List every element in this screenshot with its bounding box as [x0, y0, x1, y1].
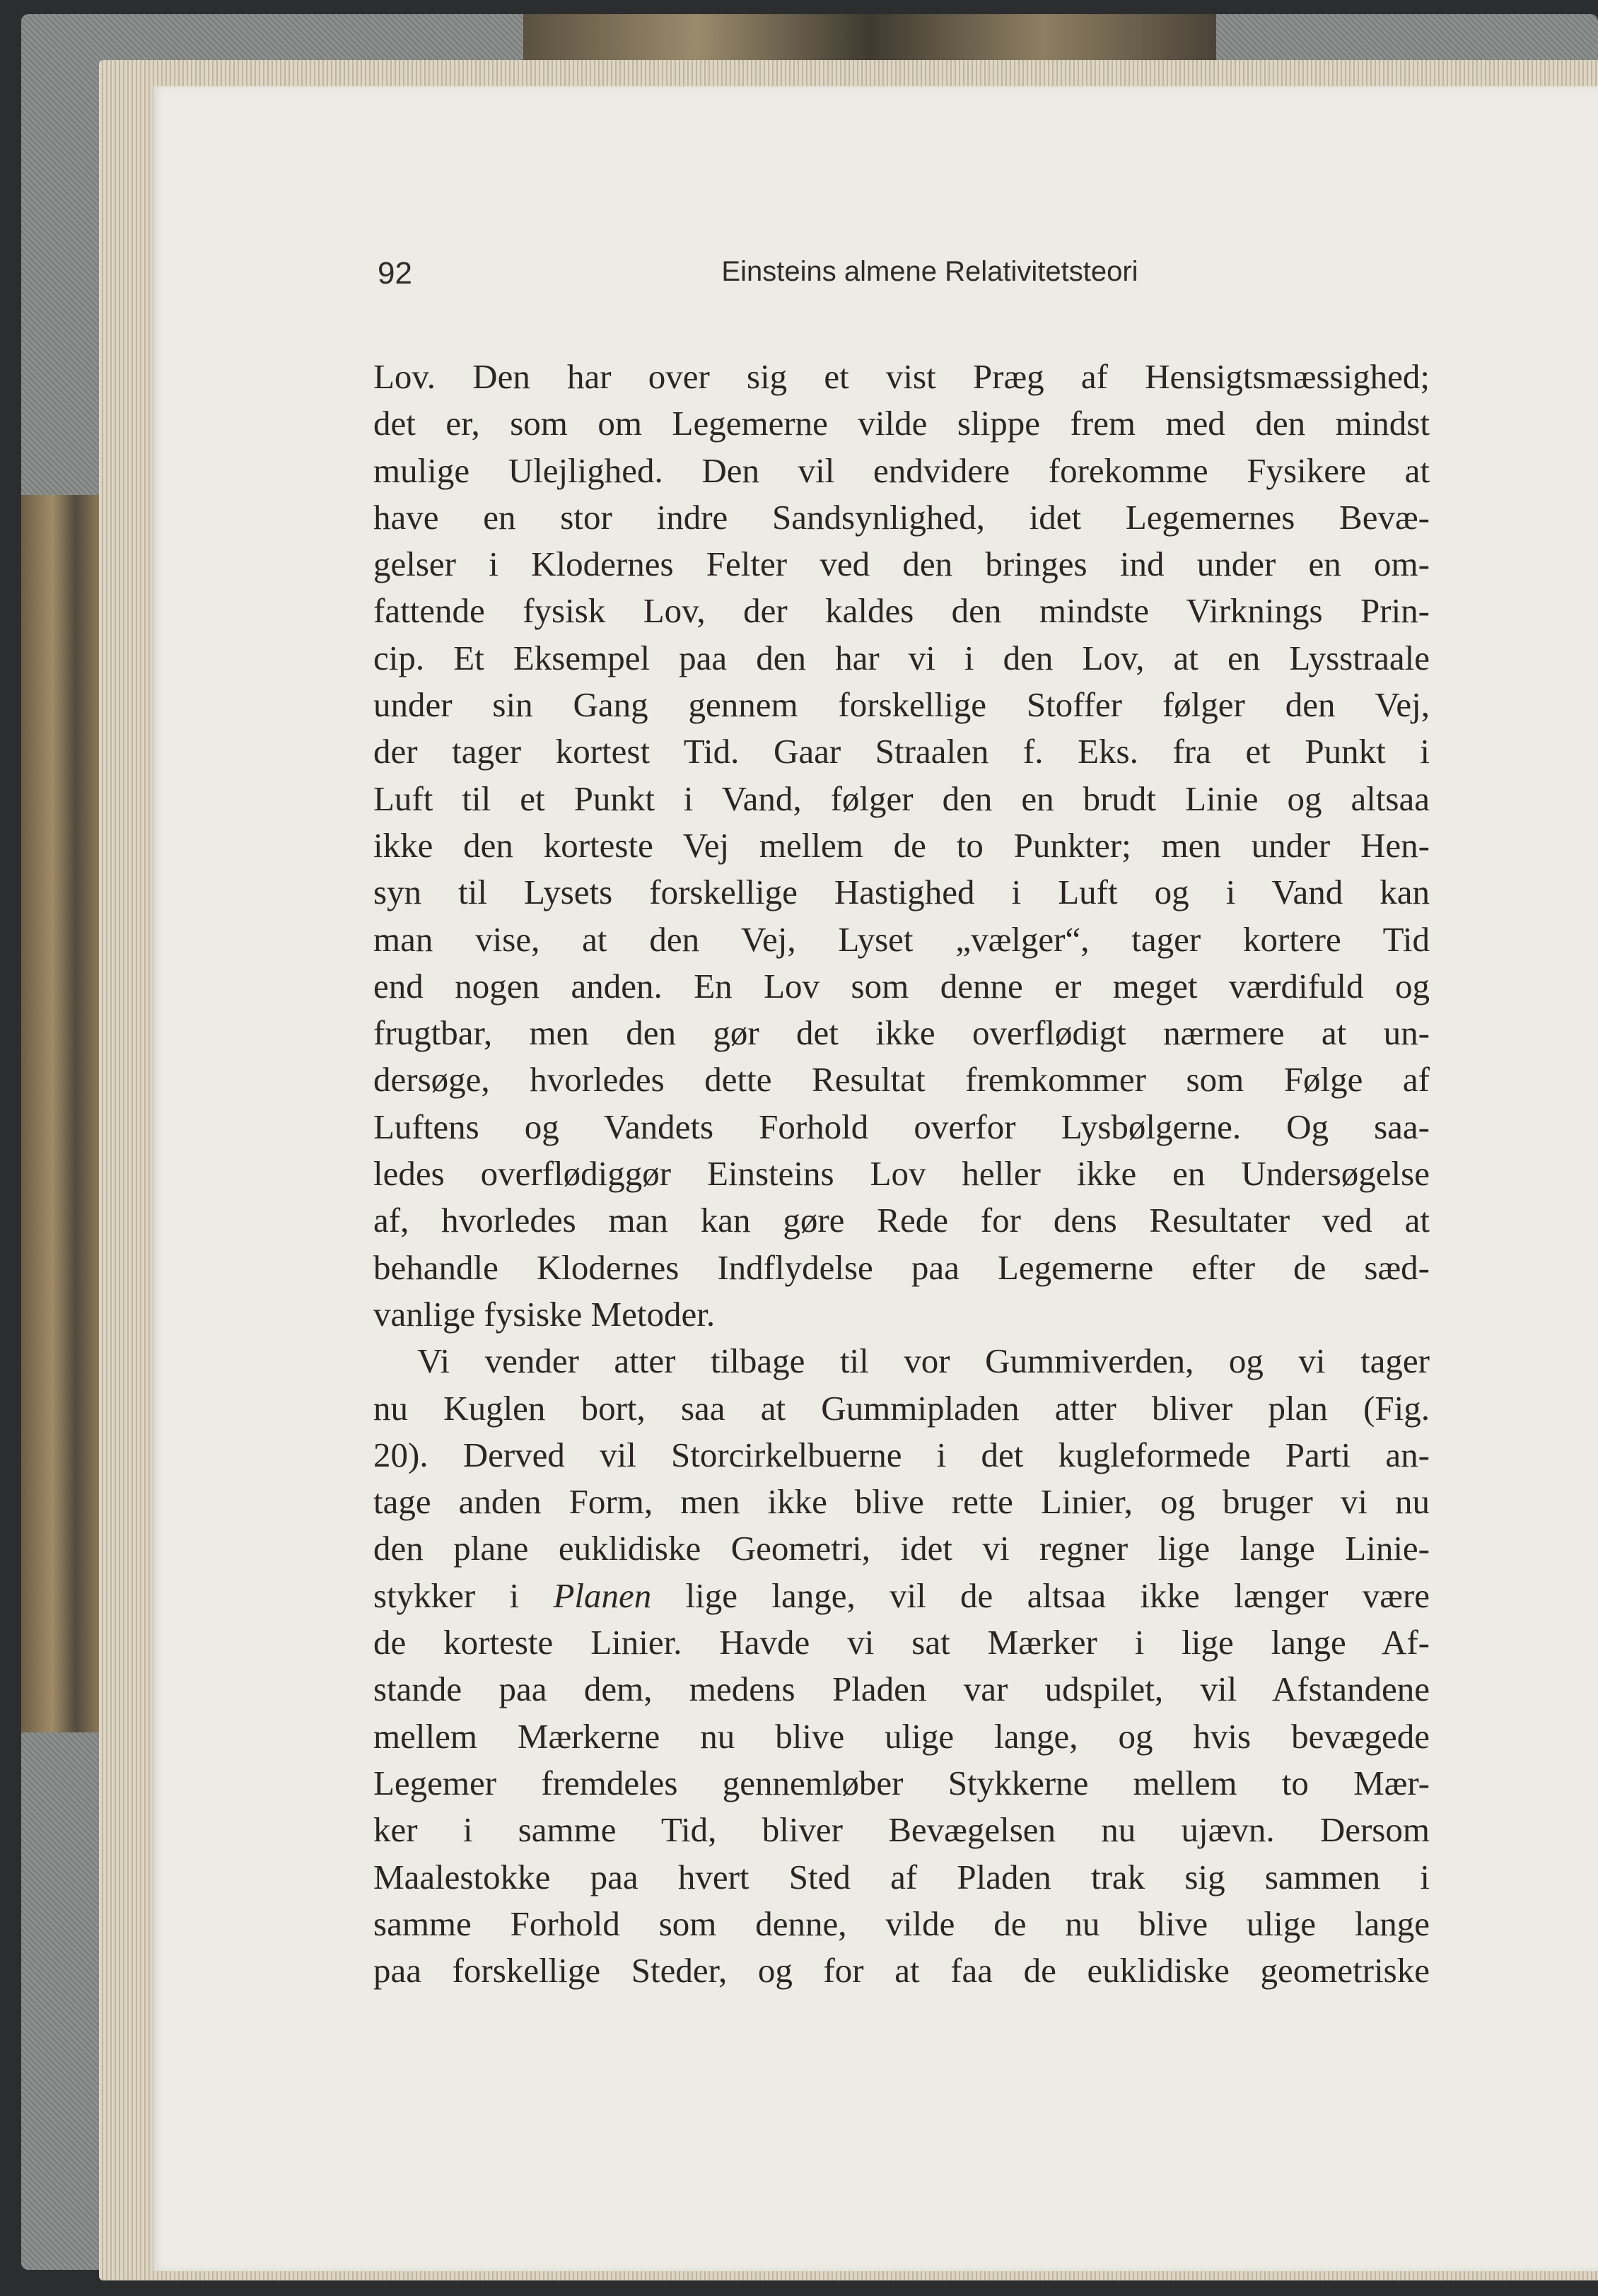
line-text: Lov. Den har over sig et vist Præg af Hensigtsmæssighed;: [373, 357, 1430, 396]
text-line: [373, 776, 1430, 822]
text-line: [373, 1056, 1430, 1103]
line-text: stande paa dem, medens Pladen var udspilet, vil Afstandene: [373, 1669, 1430, 1709]
text-line: [373, 728, 1430, 775]
line-text: under sin Gang gennem forskellige Stoffer følger den Vej,: [373, 685, 1430, 725]
line-text: paa forskellige Steder, og for at faa de euklidiske geometriske: [373, 1951, 1430, 1991]
text-line: [373, 1760, 1430, 1807]
line-text: nu Kuglen bort, saa at Gummipladen atter bliver plan (Fig.: [373, 1388, 1430, 1428]
text-line: [373, 1525, 1430, 1572]
line-text: ledes overflødiggør Einsteins Lov heller ikke en Undersøgelse: [373, 1154, 1430, 1194]
text-line: [373, 1338, 1430, 1385]
text-line: [373, 1901, 1430, 1947]
line-text: vanlige fysiske Metoder.: [373, 1294, 716, 1334]
text-line: [373, 1854, 1430, 1901]
line-text: af, hvorledes man kan gøre Rede for dens Resultater ved at: [373, 1201, 1430, 1240]
line-text: lige lange, vil de altsaa ikke længer være: [651, 1575, 1430, 1615]
line-text: samme Forhold som denne, vilde de nu blive ulige lange: [373, 1904, 1430, 1943]
text-line: [373, 916, 1430, 963]
line-text: have en stor indre Sandsynlighed, idet Legemernes Bevæ-: [373, 497, 1430, 537]
page-number: 92: [378, 256, 412, 291]
text-line: [373, 1245, 1430, 1291]
text-line: [373, 1947, 1430, 1994]
text-line: [373, 541, 1430, 588]
line-text: cip. Et Eksempel paa den har vi i den Lov, at en Lysstraale: [373, 638, 1430, 677]
line-text: gelser i Klodernes Felter ved den bringes ind under en om-: [373, 544, 1430, 584]
text-line: [373, 1807, 1430, 1853]
text-line: [373, 1479, 1430, 1525]
body-text: [373, 354, 1430, 1994]
line-segments: [373, 1576, 1430, 1615]
line-text: de korteste Linier. Havde vi sat Mærker i lige lange Af-: [373, 1623, 1430, 1662]
line-text: mellem Mærkerne nu blive ulige lange, og hvis bevægede: [373, 1716, 1430, 1756]
line-text: ikke den korteste Vej mellem de to Punkter; men under Hen-: [373, 825, 1430, 865]
line-text: frugtbar, men den gør det ikke overflødigt nærmere at un-: [373, 1013, 1430, 1053]
line-text: man vise, at den Vej, Lyset „vælger“, tager kortere Tid: [373, 919, 1430, 959]
text-line: [373, 1666, 1430, 1713]
text-line: [373, 1432, 1430, 1479]
line-text: dersøge, hvorledes dette Resultat fremkommer som Følge af: [373, 1060, 1430, 1100]
worn-spine-edge: [21, 495, 99, 1732]
text-line: [373, 400, 1430, 447]
line-text: Maalestokke paa hvert Sted af Pladen trak sig sammen i: [373, 1857, 1430, 1896]
text-line: [373, 963, 1430, 1010]
line-text: fattende fysisk Lov, der kaldes den mindste Virknings Prin-: [373, 591, 1430, 631]
text-line: [373, 354, 1430, 400]
text-line: [373, 635, 1430, 682]
text-line: [373, 1104, 1430, 1150]
line-text: der tager kortest Tid. Gaar Straalen f. Eks. fra et Punkt i: [373, 732, 1430, 771]
text-line: [373, 822, 1430, 869]
line-text: Luft til et Punkt i Vand, følger den en brudt Linie og altsaa: [373, 779, 1430, 818]
text-line: [373, 1619, 1430, 1666]
text-line: [373, 494, 1430, 541]
line-text: 20). Derved vil Storcirkelbuerne i det kugleformede Parti an-: [373, 1435, 1430, 1474]
page-header: [375, 256, 1428, 298]
running-title: Einsteins almene Relativitetsteori: [721, 256, 1138, 287]
line-text: mulige Ulejlighed. Den vil endvidere forekomme Fysikere at: [373, 450, 1430, 490]
line-text: tage anden Form, men ikke blive rette Linier, og bruger vi nu: [373, 1482, 1430, 1522]
italic-text: Planen: [553, 1575, 652, 1615]
line-text: behandle Klodernes Indflydelse paa Legemerne efter de sæd-: [373, 1247, 1430, 1287]
worn-cover-top: [523, 14, 1216, 64]
line-text: end nogen anden. En Lov som denne er meget værdifuld og: [373, 966, 1430, 1006]
text-line: [373, 1385, 1430, 1432]
text-line: [373, 1150, 1430, 1197]
text-line: [373, 1291, 1430, 1338]
line-text: det er, som om Legemerne vilde slippe frem med den mindst: [373, 404, 1430, 443]
line-text: Vi vender atter tilbage til vor Gummiverden, og vi tager: [417, 1341, 1430, 1381]
line-text: stykker i: [373, 1575, 554, 1615]
line-text: Luftens og Vandets Forhold overfor Lysbølgerne. Og saa-: [373, 1107, 1430, 1146]
line-text: Legemer fremdeles gennemløber Stykkerne mellem to Mær-: [373, 1763, 1430, 1802]
text-line: [373, 588, 1430, 634]
text-line: [373, 1197, 1430, 1244]
line-text: ker i samme Tid, bliver Bevægelsen nu ujævn. Dersom: [373, 1810, 1430, 1850]
text-line: [373, 869, 1430, 916]
text-line: [373, 682, 1430, 728]
text-line: [373, 1010, 1430, 1056]
text-line: [373, 448, 1430, 494]
text-line: [373, 1573, 1430, 1619]
line-text: syn til Lysets forskellige Hastighed i Luft og i Vand kan: [373, 873, 1430, 912]
line-text: den plane euklidiske Geometri, idet vi regner lige lange Linie-: [373, 1529, 1430, 1568]
text-line: [373, 1713, 1430, 1760]
